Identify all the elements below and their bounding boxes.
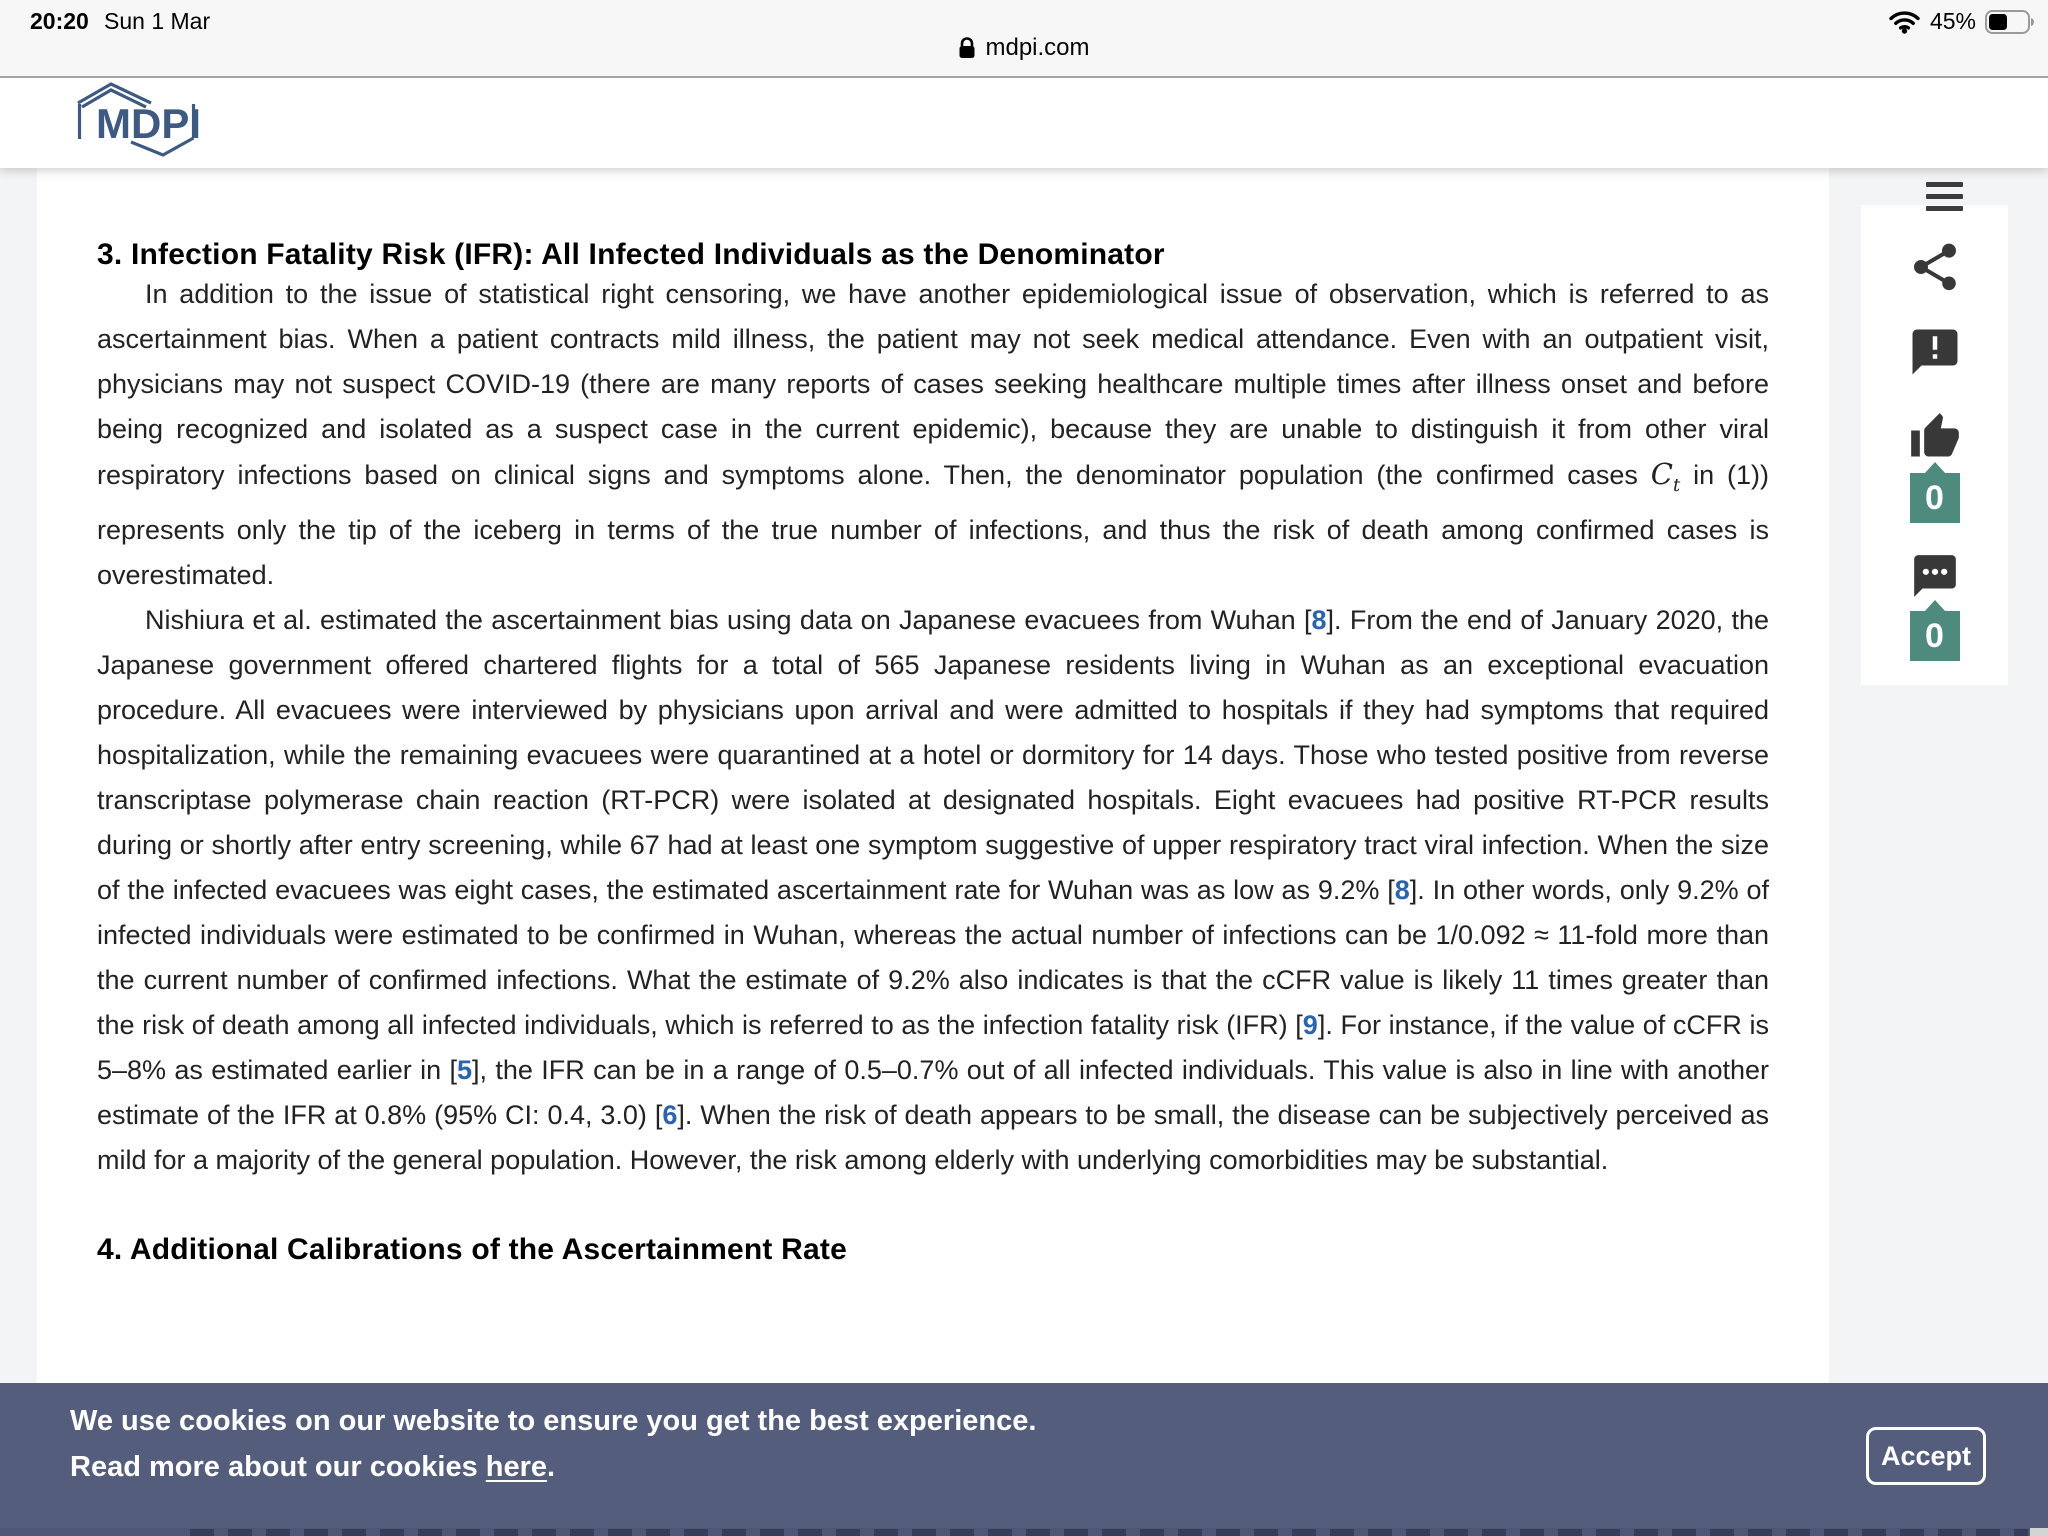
comment-button[interactable]	[1908, 551, 1962, 601]
wifi-icon	[1888, 9, 1921, 34]
url-text: mdpi.com	[985, 34, 1090, 61]
reference-link[interactable]: 5	[456, 1054, 472, 1085]
battery-percentage: 45%	[1929, 8, 1976, 34]
status-bar	[0, 0, 2048, 78]
logo-text: MDPI	[96, 100, 201, 147]
cookie-message-line1: We use cookies on our website to ensure you get the best experience.	[70, 1405, 1037, 1437]
share-icon	[1907, 283, 1963, 298]
page-corner	[2030, 1528, 2048, 1536]
status-date: Sun 1 Mar	[104, 8, 211, 34]
cookie-consent-banner	[0, 1383, 2048, 1528]
section-3-heading: 3. Infection Fatality Risk (IFR): All Infected Individuals as the Denominator	[97, 238, 1165, 271]
cookie-message-line2: Read more about our cookies here.	[70, 1451, 556, 1483]
math-symbol: $C_t$	[1650, 457, 1681, 496]
article-paragraph: Nishiura et al. estimated the ascertainment bias using data on Japanese evacuees from Wuhan [8]. From the end of January 2020, the Japanese government offered chartered flights for a total of 565 Japanese residents living in Wuhan as an exceptional evacuation procedure. All evacuees were interviewed by physicians upon arrival and were admitted to hospitals if they had symptoms that required hospitalization, while the remaining evacuees were quarantined at a hotel or dormitory for 14 days. Those who tested positive from reverse transcriptase polymerase chain reaction (RT-PCR) were isolated at designated hospitals. Eight evacuees had positive RT-PCR results during or shortly after entry screening, while 67 had at least one symptom suggestive of upper respiratory tract viral infection. When the size of the infected evacuees was eight cases, the estimated ascertainment rate for Wuhan was as low as 9.2% [8]. In other words, only 9.2% of infected individuals were estimated to be confirmed in Wuhan, whereas the actual number of infections can be 1/0.092 ≈ 11-fold more than the current number of confirmed infections. What the estimate of 9.2% also indicates is that the cCFR value is likely 11 times greater than the risk of death among all infected individuals, which is referred to as the infection fatality risk (IFR) [9]. For instance, if the value of cCFR is 5–8% as estimated earlier in [5], the IFR can be in a range of 0.5–0.7% out of all infected individuals. This value is also in line with another estimate of the IFR at 0.8% (95% CI: 0.4, 3.0) [6]. When the risk of death appears to be small, the disease can be subjectively perceived as mild for a majority of the general population. However, the risk among elderly with underlying comorbidities may be substantial.	[97, 604, 1769, 1175]
hamburger-menu-icon[interactable]	[1926, 182, 1963, 211]
reference-link[interactable]: 6	[662, 1099, 678, 1130]
address-bar[interactable]	[0, 34, 2048, 62]
reference-link[interactable]: 9	[1302, 1009, 1318, 1040]
section-4-heading: 4. Additional Calibrations of the Ascertainment Rate	[97, 1232, 847, 1266]
article-paragraph: In addition to the issue of statistical right censoring, we have another epidemiological issue of observation, which is referred to as ascertainment bias. When a patient contracts mild illness, the patient may not seek medical attendance. Even with an outpatient visit, physicians may not suspect COVID-19 (there are many reports of cases seeking healthcare multiple times after illness onset and before being recognized and isolated as a suspect case in the current epidemic), because they are unable to distinguish it from other viral respiratory infections based on clinical signs and symptoms alone. Then, the denominator population (the confirmed cases $C_t$ in (1)) represents only the tip of the iceberg in terms of the true number of infections, and thus the risk of death among confirmed cases is overestimated.	[97, 279, 1769, 590]
share-button[interactable]	[1907, 239, 1963, 295]
battery-icon	[1985, 10, 2034, 34]
like-count-badge: 0	[1910, 473, 1960, 523]
clipped-footer-row	[0, 1528, 2048, 1536]
article-body	[37, 168, 1829, 1267]
report-button[interactable]	[1908, 325, 1962, 379]
comment-count-badge: 0	[1910, 611, 1960, 661]
site-header	[0, 78, 2048, 168]
report-bubble-icon	[1908, 367, 1962, 382]
reference-link[interactable]: 8	[1394, 874, 1410, 905]
cookies-here-link[interactable]: here	[485, 1451, 548, 1483]
mdpi-logo[interactable]	[56, 82, 206, 169]
like-button[interactable]	[1907, 411, 1963, 463]
clock-time: 20:20	[30, 8, 89, 34]
lock-icon	[958, 37, 976, 60]
article-actions-sidebar	[1861, 205, 2008, 685]
accept-cookies-button[interactable]: Accept	[1866, 1427, 1986, 1485]
article-content-card	[37, 168, 1829, 1536]
status-indicators	[1888, 8, 2034, 35]
cookie-message	[70, 1398, 1036, 1490]
reference-link[interactable]: 8	[1311, 604, 1327, 635]
clipped-text-fragments	[190, 1529, 2028, 1536]
